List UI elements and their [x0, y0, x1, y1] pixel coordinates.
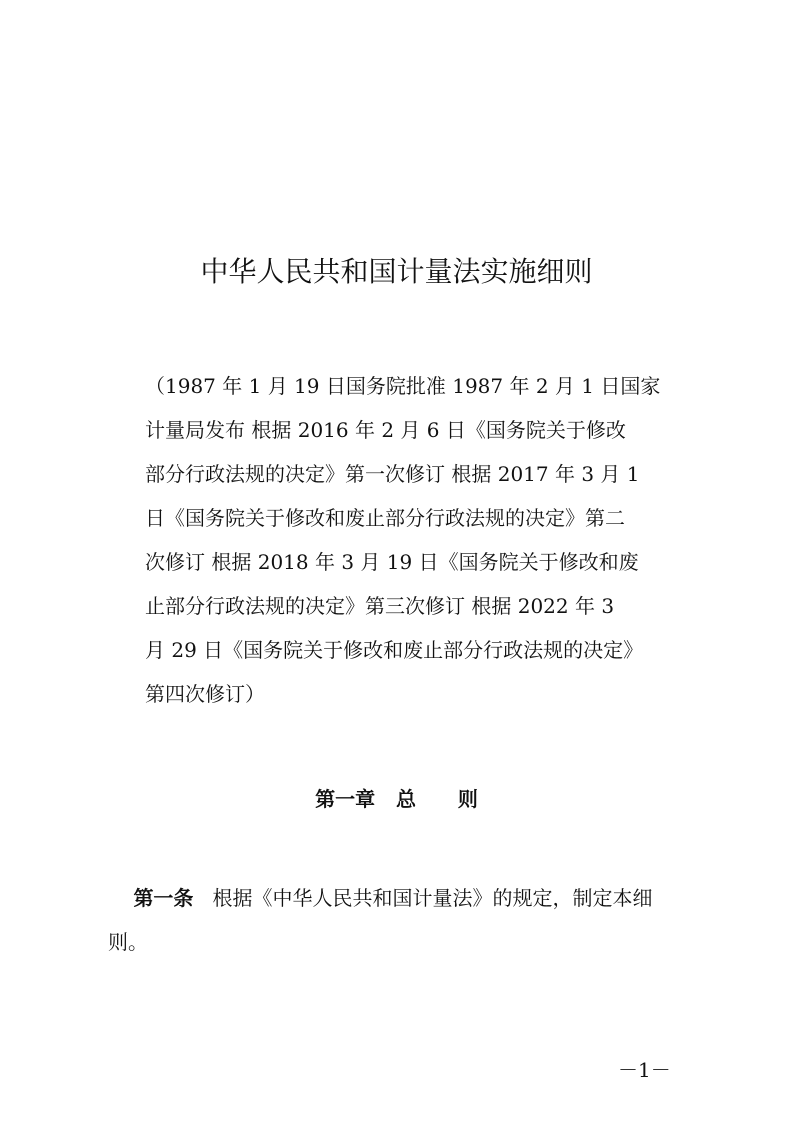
preamble-line: 日《国务院关于修改和废止部分行政法规的决定》第二	[145, 506, 625, 530]
revision-history-preamble	[145, 364, 665, 716]
article-text: 根据《中华人民共和国计量法》的规定，制定本细	[193, 886, 653, 910]
page-number: －1－	[618, 1058, 671, 1082]
article-label: 第一条	[133, 886, 194, 910]
preamble-line: 止部分行政法规的决定》第三次修订 根据 2022 年 3	[145, 594, 615, 618]
preamble-line: 计量局发布 根据 2016 年 2 月 6 日《国务院关于修改	[145, 418, 626, 442]
preamble-line: 次修订 根据 2018 年 3 月 19 日《国务院关于修改和废	[145, 550, 639, 574]
document-title: 中华人民共和国计量法实施细则	[200, 255, 593, 288]
chapter-heading: 第一章 总 则	[315, 787, 478, 811]
preamble-line: 月 29 日《国务院关于修改和废止部分行政法规的决定》	[145, 638, 644, 662]
preamble-line: 部分行政法规的决定》第一次修订 根据 2017 年 3 月 1	[145, 462, 640, 486]
article-text-continuation: 则。	[108, 930, 148, 954]
preamble-line: 第四次修订）	[145, 682, 265, 706]
article-1-first-line	[108, 876, 698, 920]
article-1	[108, 876, 698, 964]
preamble-line: （1987 年 1 月 19 日国务院批准 1987 年 2 月 1 日国家	[145, 374, 661, 398]
